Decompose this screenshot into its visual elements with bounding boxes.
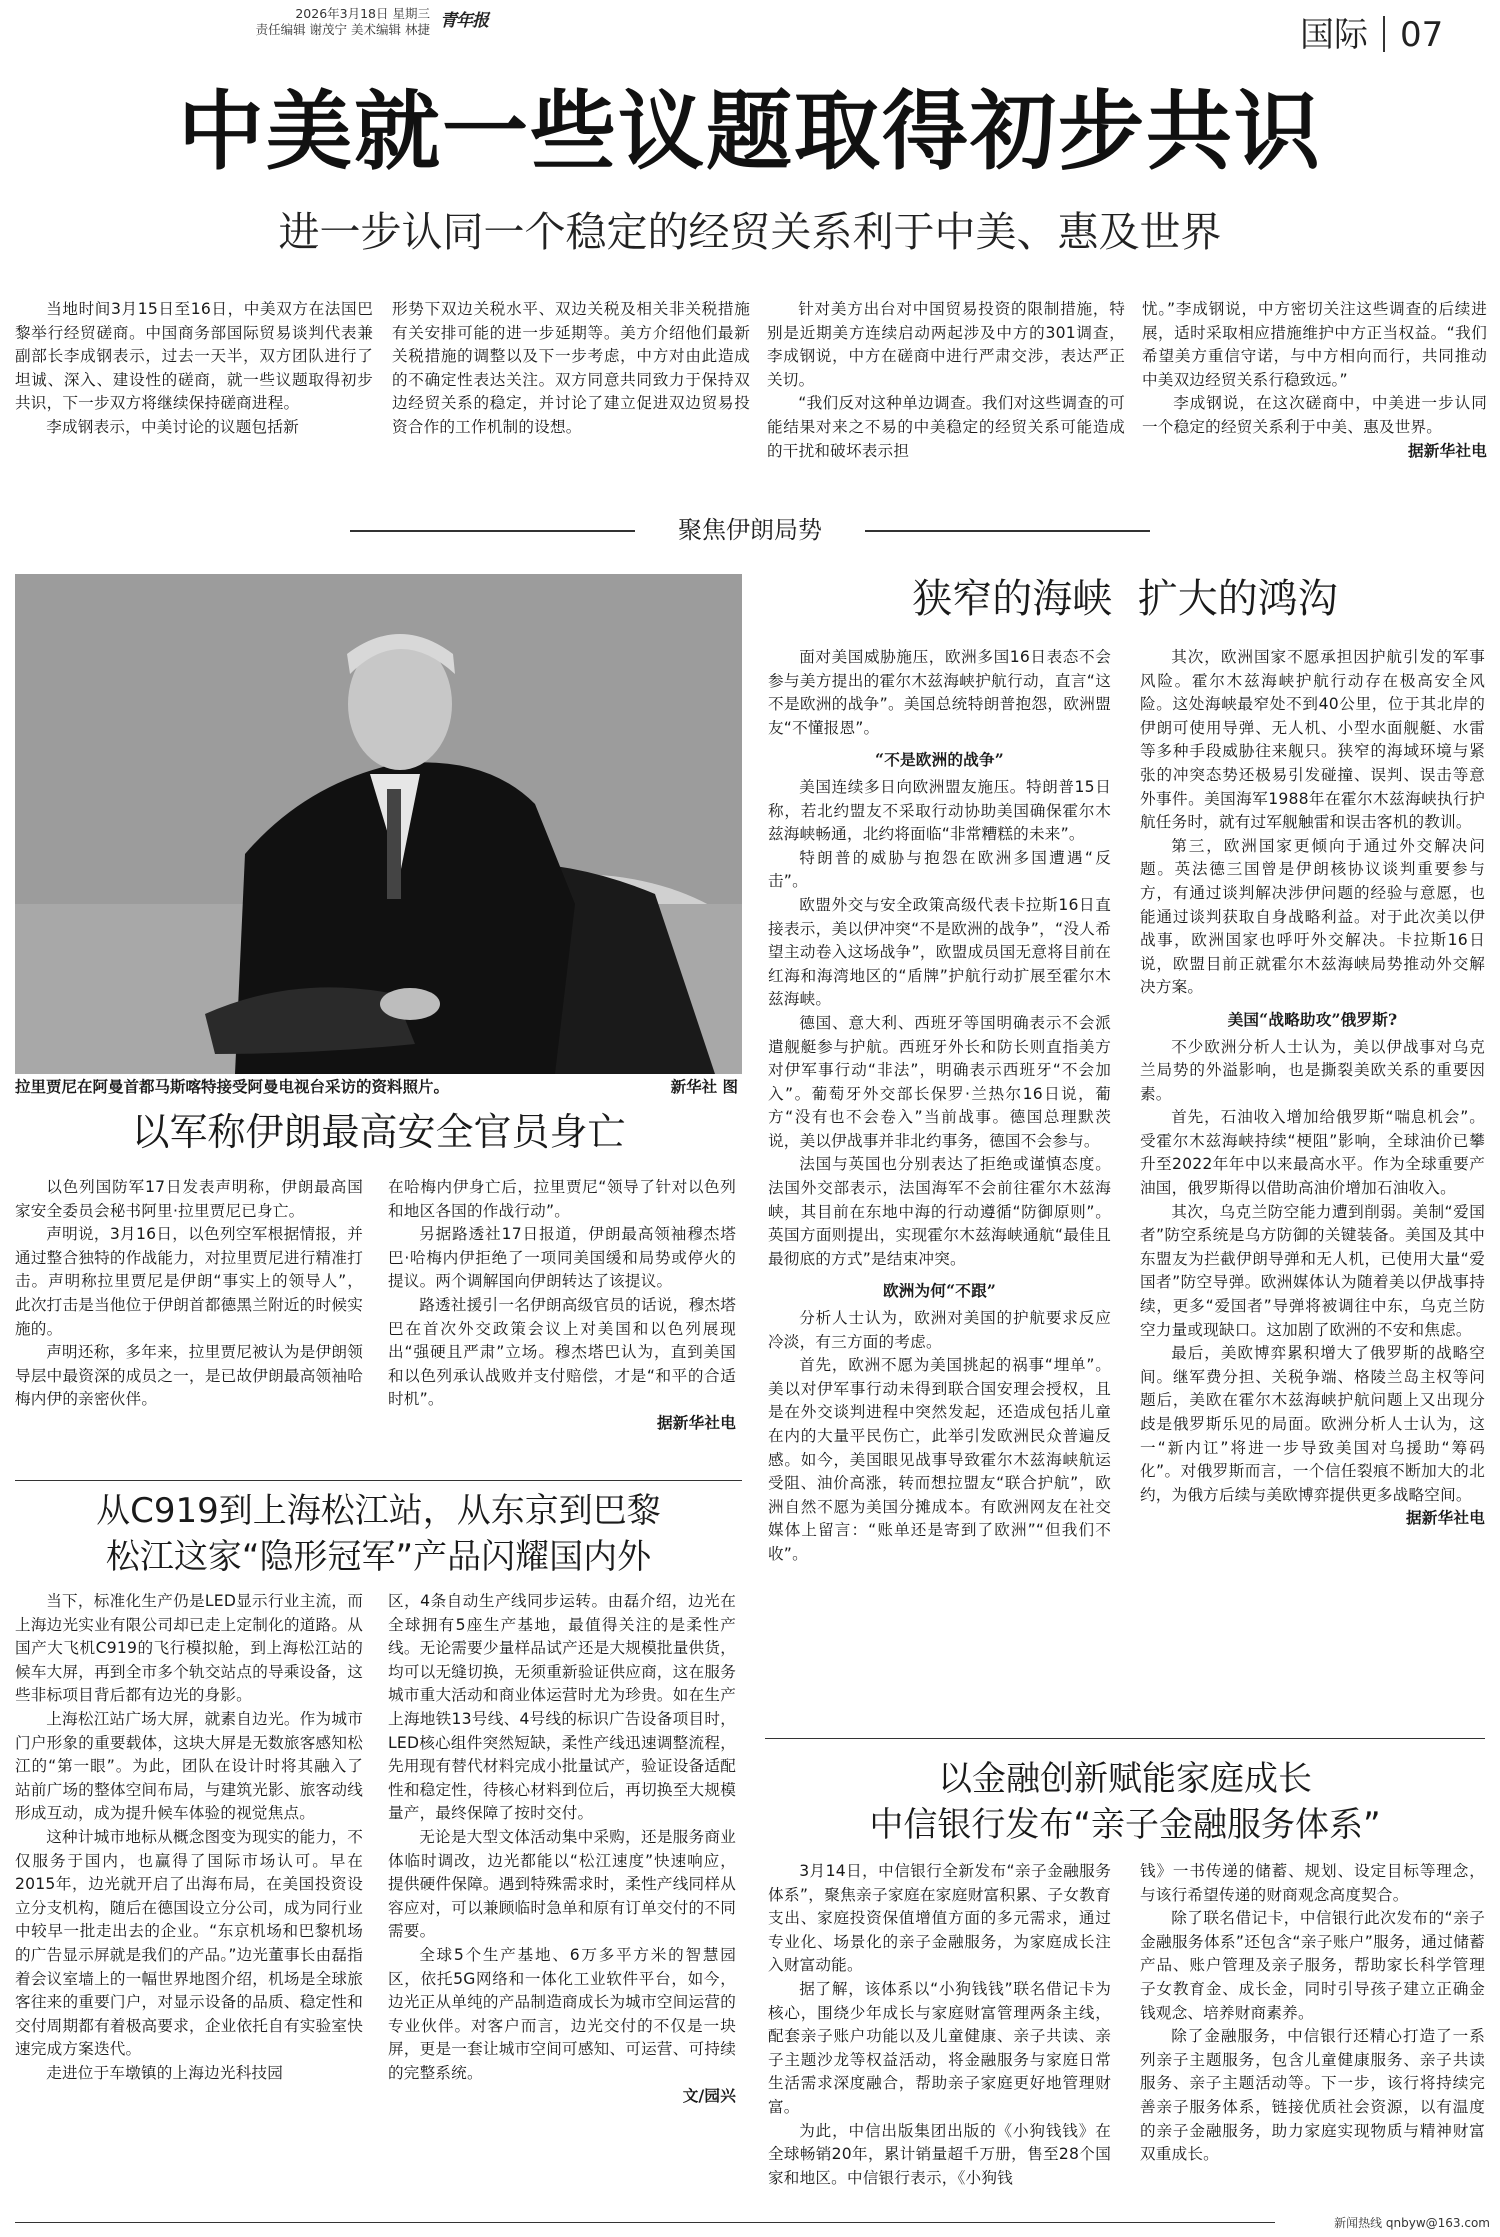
paragraph: 形势下双边关税水平、双边关税及相关非关税措施有关安排可能的进一步延期等。美方介绍他们最新关税措施的调整以及下一步考虑，中方对由此造成的不确定性表达关注。双方同意共同致力于保持双边经贸关系的稳定，并讨论了建立促进双边贸易投资合作的工作机制的设想。 <box>392 300 750 436</box>
photo-credit: 新华社 图 <box>670 1078 738 1096</box>
paragraph: 据了解，该体系以“小狗钱钱”联名借记卡为核心，围绕少年成长与家庭财富管理两条主线，配套亲子账户功能以及儿童健康、亲子共读、亲子主题沙龙等权益活动，将金融服务与家庭日常生活需求深度融合，帮助亲子家庭更好地管理财富。 <box>768 1979 1111 2116</box>
paragraph: 为此，中信出版集团出版的《小狗钱钱》在全球畅销20年，累计销量超千万册，售至28个国家和地区。中信银行表示，《小狗钱 <box>768 2121 1111 2187</box>
paragraph: 全球5个生产基地、6万多平方米的智慧园区，依托5G网络和一体化工业软件平台，如今，边光正从单纯的产品制造商成长为城市空间运营的专业伙伴。对客户而言，边光交付的不仅是一块屏，更是一套让城市空间可感知、可运营、可持续的完整系统。 <box>388 1945 736 2082</box>
paragraph: 欧盟外交与安全政策高级代表卡拉斯16日直接表示，美以伊冲突“不是欧洲的战争”，“没人希望主动卷入这场战争”，欧盟成员国无意将目前在红海和海湾地区的“盾牌”护航行动扩展至霍尔木兹海峡。 <box>768 895 1111 1009</box>
photo-frame <box>15 574 742 1074</box>
paragraph: 不少欧洲分析人士认为，美以伊战事对乌克兰局势的外溢影响，也是撕裂美欧关系的重要因素。 <box>1140 1037 1485 1103</box>
photo-caption <box>15 1075 742 1099</box>
section-subhead: 欧洲为何“不跟” <box>882 1281 997 1301</box>
source-credit: 据新华社电 <box>1406 1509 1485 1528</box>
banner-rule-left <box>350 530 635 532</box>
page-number: 07 <box>1400 15 1444 55</box>
lead-column-4 <box>1142 298 1487 463</box>
paragraph: 除了联名借记卡，中信银行此次发布的“亲子金融服务体系”还包含“亲子账户”服务，通过储蓄产品、账户管理及亲子服务，帮助家长科学管理子女教育金、成长金，同时引导孩子建立正确金钱观念、培养财商素养。 <box>1140 1909 1485 2022</box>
masthead-left <box>170 6 430 38</box>
paragraph: 法国与英国也分别表达了拒绝或谨慎态度。法国外交部表示，法国海军不会前往霍尔木兹海峡，其目前在东地中海的行动遵循“防御原则”。英国方面则提出，实现霍尔木兹海峡通航“最佳且最彻底的方式”是结束冲突。 <box>768 1155 1111 1268</box>
paragraph: 李成钢说，在这次磋商中，中美进一步认同一个稳定的经贸关系利于中美、惠及世界。 <box>1142 394 1487 436</box>
paragraph: 首先，石油收入增加给俄罗斯“喘息机会”。受霍尔木兹海峡持续“梗阻”影响，全球油价已攀升至2022年年中以来最高水平。作为全球重要产油国，俄罗斯得以借助高油价增加石油收入。 <box>1140 1108 1485 1198</box>
paragraph: 3月14日，中信银行全新发布“亲子金融服务体系”，聚焦亲子家庭在家庭财富积累、子女教育支出、家庭投资保值增值方面的多元需求，通过专业化、场景化的亲子金融服务，为家庭成长注入财富动能。 <box>768 1862 1111 1975</box>
paragraph: 德国、意大利、西班牙等国明确表示不会派遣舰艇参与护航。西班牙外长和防长则直指美方对伊军事行动“非法”，明确表示西班牙“不会加入”。葡萄牙外交部长保罗·兰热尔16日说，葡方“没有也不会卷入”当前战事。德国总理默茨说，美以伊战事并非北约事务，德国不会参与。 <box>768 1013 1111 1150</box>
masthead-logo <box>440 6 500 36</box>
footer-rule <box>15 2222 1275 2223</box>
c919-column-1 <box>15 1590 363 2085</box>
paragraph: 以色列国防军17日发表声明称，伊朗最高国家安全委员会秘书阿里·拉里贾尼已身亡。 <box>15 1178 363 1220</box>
paragraph: 分析人士认为，欧洲对美国的护航要求反应冷淡，有三方面的考虑。 <box>768 1309 1111 1351</box>
section-label: 国际 <box>1300 15 1368 55</box>
c919-headline-1: 从C919到上海松江站，从东京到巴黎 <box>96 1491 661 1531</box>
section-divider <box>1383 16 1385 52</box>
paragraph: 首先，欧洲不愿为美国挑起的祸事“埋单”。美以对伊军事行动未得到联合国安理会授权，且是在外交谈判进程中突然发起，还造成包括儿童在内的大量平民伤亡，此举引发欧洲民众普遍反感。如今，美国眼见战事导致霍尔木兹海峡航运受阻、油价高涨，转而想拉盟友“联合护航”，欧洲自然不愿为美国分摊成本。有欧洲网友在社交媒体上留言：“账单还是寄到了欧洲”“但我们不收”。 <box>768 1356 1111 1563</box>
paragraph: 其次，乌克兰防空能力遭到削弱。美制“爱国者”防空系统是乌方防御的关键装备。美国及其中东盟友为拦截伊朗导弹和无人机，已使用大量“爱国者”防空导弹。欧洲媒体认为随着美以伊战事持续，更多“爱国者”导弹将被调往中东，乌克兰防空力量或现缺口。这加剧了欧洲的不安和焦虑。 <box>1140 1202 1485 1339</box>
paragraph: 区，4条自动生产线同步运转。由磊介绍，边光在全球拥有5座生产基地，最值得关注的是柔性产线。无论需要少量样品试产还是大规模批量供货，均可以无缝切换，无须重新验证供应商，这在服务城市重大活动和商业体运营时尤为珍贵。如在生产上海地铁13号线、4号线的标识广告设备项目时，LED核心组件突然短缺，柔性产线迅速调整流程，先用现有替代材料完成小批量试产，验证设备适配性和稳定性，待核心材料到位后，再切换至大规模量产，最终保障了按时交付。 <box>388 1592 736 1823</box>
lead-column-2 <box>392 298 750 440</box>
c919-column-2 <box>388 1590 736 2109</box>
paragraph: 除了金融服务，中信银行还精心打造了一系列亲子主题服务，包含儿童健康服务、亲子共读服务、亲子主题活动等。下一步，该行将持续完善亲子服务体系，链接优质社会资源，以有温度的亲子金融服务，助力家庭实现物质与精神财富双重成长。 <box>1140 2027 1485 2164</box>
source-credit: 据新华社电 <box>657 1413 736 1432</box>
paragraph: 美国连续多日向欧洲盟友施压。特朗普15日称，若北约盟友不采取行动协助美国确保霍尔木兹海峡畅通，北约将面临“非常糟糕的未来”。 <box>768 777 1111 844</box>
strait-headline: 狭窄的海峡 扩大的鸿沟 <box>912 576 1338 622</box>
paragraph: 声明还称，多年来，拉里贾尼被认为是伊朗领导层中最资深的成员之一，是已故伊朗最高领袖哈梅内伊的亲密伙伴。 <box>15 1343 363 1409</box>
logo-text: 青年报 <box>440 11 488 31</box>
paragraph: 路透社援引一名伊朗高级官员的话说，穆杰塔巴在首次外交政策会议上对美国和以色列展现出“强硬且严肃”立场。穆杰塔巴认为，直到美国和以色列承认战败并支付赔偿，才是“和平的合适时机”。 <box>388 1295 736 1409</box>
banner-rule-right <box>865 530 1150 532</box>
paragraph: 李成钢表示，中美讨论的议题包括新 <box>46 417 299 436</box>
paragraph: 其次，欧洲国家不愿承担因护航引发的军事风险。霍尔木兹海峡护航行动存在极高安全风险。这处海峡最窄处不到40公里，位于其北岸的伊朗可使用导弹、无人机、小型水面舰艇、水雷等多种手段威胁往来舰只。狭窄的海域环境与紧张的冲突态势还极易引发碰撞、误判、误击等意外事件。美国海军1988年在霍尔木兹海峡执行护航任务时，就有过军舰触雷和误击客机的教训。 <box>1140 648 1485 832</box>
paragraph: 当下，标准化生产仍是LED显示行业主流，而上海边光实业有限公司却已走上定制化的道路。从国产大飞机C919的飞行模拟舱，到上海松江站的候车大屏，再到全市多个轨交站点的导乘设备，这些非标项目背后都有边光的身影。 <box>15 1592 363 1705</box>
paragraph: 忧。”李成钢说，中方密切关注这些调查的后续进展，适时采取相应措施维护中方正当权益。“我们希望美方重信守诺，与中方相向而行，共同推动中美双边经贸关系行稳致远。” <box>1142 300 1487 389</box>
larijani-column-2 <box>388 1176 736 1436</box>
source-credit: 据新华社电 <box>1408 441 1487 460</box>
lead-headline: 中美就一些议题取得初步共识 <box>178 82 1322 182</box>
citic-headline-1: 以金融创新赋能家庭成长 <box>938 1759 1312 1799</box>
date-line: 2026年3月18日 星期三 <box>295 6 430 21</box>
paragraph: 另据路透社17日报道，伊朗最高领袖穆杰塔巴·哈梅内伊拒绝了一项同美国缓和局势或停火的提议。两个调解国向伊朗转达了该提议。 <box>388 1225 736 1291</box>
paragraph: 针对美方出台对中国贸易投资的限制措施，特别是近期美方连续启动两起涉及中方的301调查，李成钢说，中方在磋商中进行严肃交涉，表达严正关切。 <box>767 300 1125 389</box>
paragraph: 第三，欧洲国家更倾向于通过外交解决问题。英法德三国曾是伊朗核协议谈判重要参与方，有通过谈判解决涉伊问题的经验与意愿，也能通过谈判获取自身战略利益。对于此次美以伊战事，欧洲国家也呼吁外交解决。卡拉斯16日说，欧盟目前正就霍尔木兹海峡局势推动外交解决方案。 <box>1140 836 1485 997</box>
citic-column-2 <box>1140 1860 1485 2167</box>
section-subhead: 美国“战略助攻”俄罗斯? <box>1227 1009 1398 1029</box>
footer-contact: 新闻热线 qnbyw@163.com <box>1334 2216 1490 2230</box>
paragraph: 面对美国威胁施压，欧洲多国16日表态不会参与美方提出的霍尔木兹海峡护航行动，直言“这不是欧洲的战争”。美国总统特朗普抱怨，欧洲盟友“不懂报恩”。 <box>768 648 1111 737</box>
paragraph: 当地时间3月15日至16日，中美双方在法国巴黎举行经贸磋商。中国商务部国际贸易谈判代表兼副部长李成钢表示，过去一天半，双方团队进行了坦诚、深入、建设性的磋商，就一些议题取得初步共识，下一步双方将继续保持磋商进程。 <box>15 300 373 413</box>
lead-column-1 <box>15 298 373 440</box>
banner-label: 聚焦伊朗局势 <box>678 516 822 544</box>
paragraph: 这种计城市地标从概念图变为现实的能力，不仅服务于国内，也赢得了国际市场认可。早在2015年，边光就开启了出海布局，在美国投资设立分支机构，随后在德国设立分公司，成为同行业中较早一批走出去的企业。“东京机场和巴黎机场的广告显示屏就是我们的产品。”边光董事长由磊指着会议室墙上的一幅世界地图介绍，机场是全球旅客往来的重要门户，对显示设备的品质、稳定性和交付周期都有着极高要求，企业依托自有实验室快速完成方案迭代。 <box>15 1827 363 2059</box>
paragraph: 钱》一书传递的储蓄、规划、设定目标等理念，与该行希望传递的财商观念高度契合。 <box>1140 1862 1485 1904</box>
paragraph: 上海松江站广场大屏，就素自边光。作为城市门户形象的重要载体，这块大屏是无数旅客感知松江的“第一眼”。为此，团队在设计时将其融入了站前广场的整体空间布局，与建筑光影、旅客动线形成互动，成为提升候车体验的视觉焦点。 <box>15 1709 363 1823</box>
lead-column-3 <box>767 298 1125 463</box>
source-credit: 文/园兴 <box>682 2087 736 2106</box>
strait-column-2 <box>1140 646 1485 1531</box>
larijani-headline: 以军称伊朗最高安全官员身亡 <box>131 1110 626 1154</box>
larijani-column-1 <box>15 1176 363 1412</box>
paragraph: 无论是大型文体活动集中采购，还是服务商业体临时调改，边光都能以“松江速度”快速响应，提供硬件保障。遇到特殊需求时，柔性产线同样从容应对，可以兼顾临时急单和原有订单交付的不同需要。 <box>388 1827 736 1941</box>
paragraph: “我们反对这种单边调查。我们对这些调查的可能结果对来之不易的中美稳定的经贸关系可能造成的干扰和破坏表示担 <box>767 394 1125 460</box>
lead-subhead: 进一步认同一个稳定的经贸关系利于中美、惠及世界 <box>278 208 1222 256</box>
editors-line: 责任编辑 谢茂宁 美术编辑 林捷 <box>255 22 430 37</box>
strait-column-1 <box>768 646 1111 1567</box>
portrait-photo <box>15 574 742 1074</box>
citic-column-1 <box>768 1860 1111 2190</box>
paragraph: 特朗普的威胁与抱怨在欧洲多国遭遇“反击”。 <box>768 848 1111 891</box>
paragraph: 最后，美欧博弈累积增大了俄罗斯的战略空间。继军费分担、关税争端、格陵兰岛主权等问题后，美欧在霍尔木兹海峡护航问题上又出现分歧是俄罗斯乐见的局面。欧洲分析人士认为，这一“新内讧”将进一步导致美国对乌援助“筹码化”。对俄罗斯而言，一个信任裂痕不断加大的北约，为俄方后续与美欧博弈提供更多战略空间。 <box>1140 1344 1485 1504</box>
paragraph: 声明说，3月16日，以色列空军根据情报，并通过整合独特的作战能力，对拉里贾尼进行精准打击。声明称拉里贾尼是伊朗“事实上的领导人”，此次打击是当他位于伊朗首都德黑兰附近的时候实施的。 <box>15 1225 363 1338</box>
citic-headline-2: 中信银行发布“亲子金融服务体系” <box>869 1805 1381 1845</box>
section-rule <box>15 1480 742 1481</box>
caption-text: 拉里贾尼在阿曼首都马斯喀特接受阿曼电视台采访的资料照片。 <box>15 1078 450 1096</box>
paragraph: 在哈梅内伊身亡后，拉里贾尼“领导了针对以色列和地区各国的作战行动”。 <box>388 1178 736 1220</box>
section-subhead: “不是欧洲的战争” <box>875 750 1004 770</box>
paragraph: 走进位于车墩镇的上海边光科技园 <box>46 2063 284 2082</box>
c919-headline-2: 松江这家“隐形冠军”产品闪耀国内外 <box>105 1537 652 1577</box>
section-rule <box>765 1738 1485 1739</box>
